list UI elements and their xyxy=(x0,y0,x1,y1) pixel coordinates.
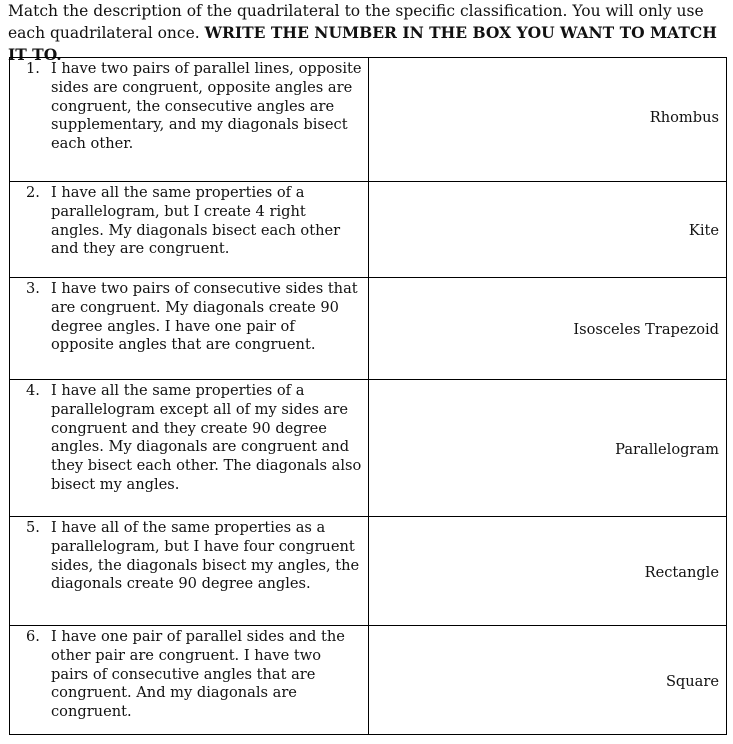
classification-label: Square xyxy=(665,672,719,690)
item-description: I have two pairs of consecutive sides that are congruent. My diagonals create 90 degree angles. I have one pair of opposite angles that are congruent. xyxy=(51,280,358,354)
classification-label: Isosceles Trapezoid xyxy=(573,321,719,338)
description-cell xyxy=(10,626,369,735)
item-number: 5. xyxy=(26,519,40,536)
answer-cell[interactable] xyxy=(368,626,727,735)
answer-cell[interactable] xyxy=(368,380,727,517)
classification-label: Kite xyxy=(688,222,719,239)
table-row xyxy=(10,182,727,278)
table-row xyxy=(10,626,727,735)
instructions-bold: WRITE THE NUMBER IN THE BOX YOU WANT TO MATCH IT TO. xyxy=(8,23,717,64)
item-description: I have all of the same properties as a parallelogram, but I have four congruent sides, the diagonals bisect my angles, the diagonals create 90 degree angles. xyxy=(51,519,360,593)
table-row xyxy=(10,517,727,626)
item-number: 2. xyxy=(26,184,40,201)
classification-label: Rectangle xyxy=(644,563,719,581)
table-row xyxy=(10,380,727,517)
description-cell xyxy=(10,182,369,278)
description-cell xyxy=(10,380,369,517)
answer-cell[interactable] xyxy=(368,58,727,182)
classification-label: Rhombus xyxy=(649,109,719,126)
item-number: 3. xyxy=(26,280,40,297)
table-row xyxy=(10,278,727,380)
description-cell xyxy=(10,278,369,380)
item-number: 6. xyxy=(26,628,40,645)
answer-cell[interactable] xyxy=(368,278,727,380)
item-description: I have all the same properties of a parallelogram except all of my sides are congruent and they create 90 degree angles. My diagonals are congruent and they bisect each other. The diagonals also bisect my angles. xyxy=(51,382,362,493)
answer-cell[interactable] xyxy=(368,517,727,626)
item-description: I have two pairs of parallel lines, opposite sides are congruent, opposite angles are congruent, the consecutive angles are supplementary, and my diagonals bisect each other. xyxy=(51,60,362,153)
item-description: I have all the same properties of a parallelogram, but I create 4 right angles. My diagonals bisect each other and they are congruent. xyxy=(51,184,341,258)
item-number: 4. xyxy=(26,382,40,399)
answer-cell[interactable] xyxy=(368,182,727,278)
item-number: 1. xyxy=(26,60,40,77)
table-row xyxy=(10,58,727,182)
matching-table xyxy=(9,57,727,735)
classification-label: Parallelogram xyxy=(615,440,719,458)
description-cell xyxy=(10,58,369,182)
description-cell xyxy=(10,517,369,626)
item-description: I have one pair of parallel sides and the other pair are congruent. I have two pairs of consecutive angles that are congruent. And my diagonals are congruent. xyxy=(51,628,345,721)
instructions-text: Match the description of the quadrilateral to the specific classification. You will only use each quadrilateral once. xyxy=(8,2,704,42)
